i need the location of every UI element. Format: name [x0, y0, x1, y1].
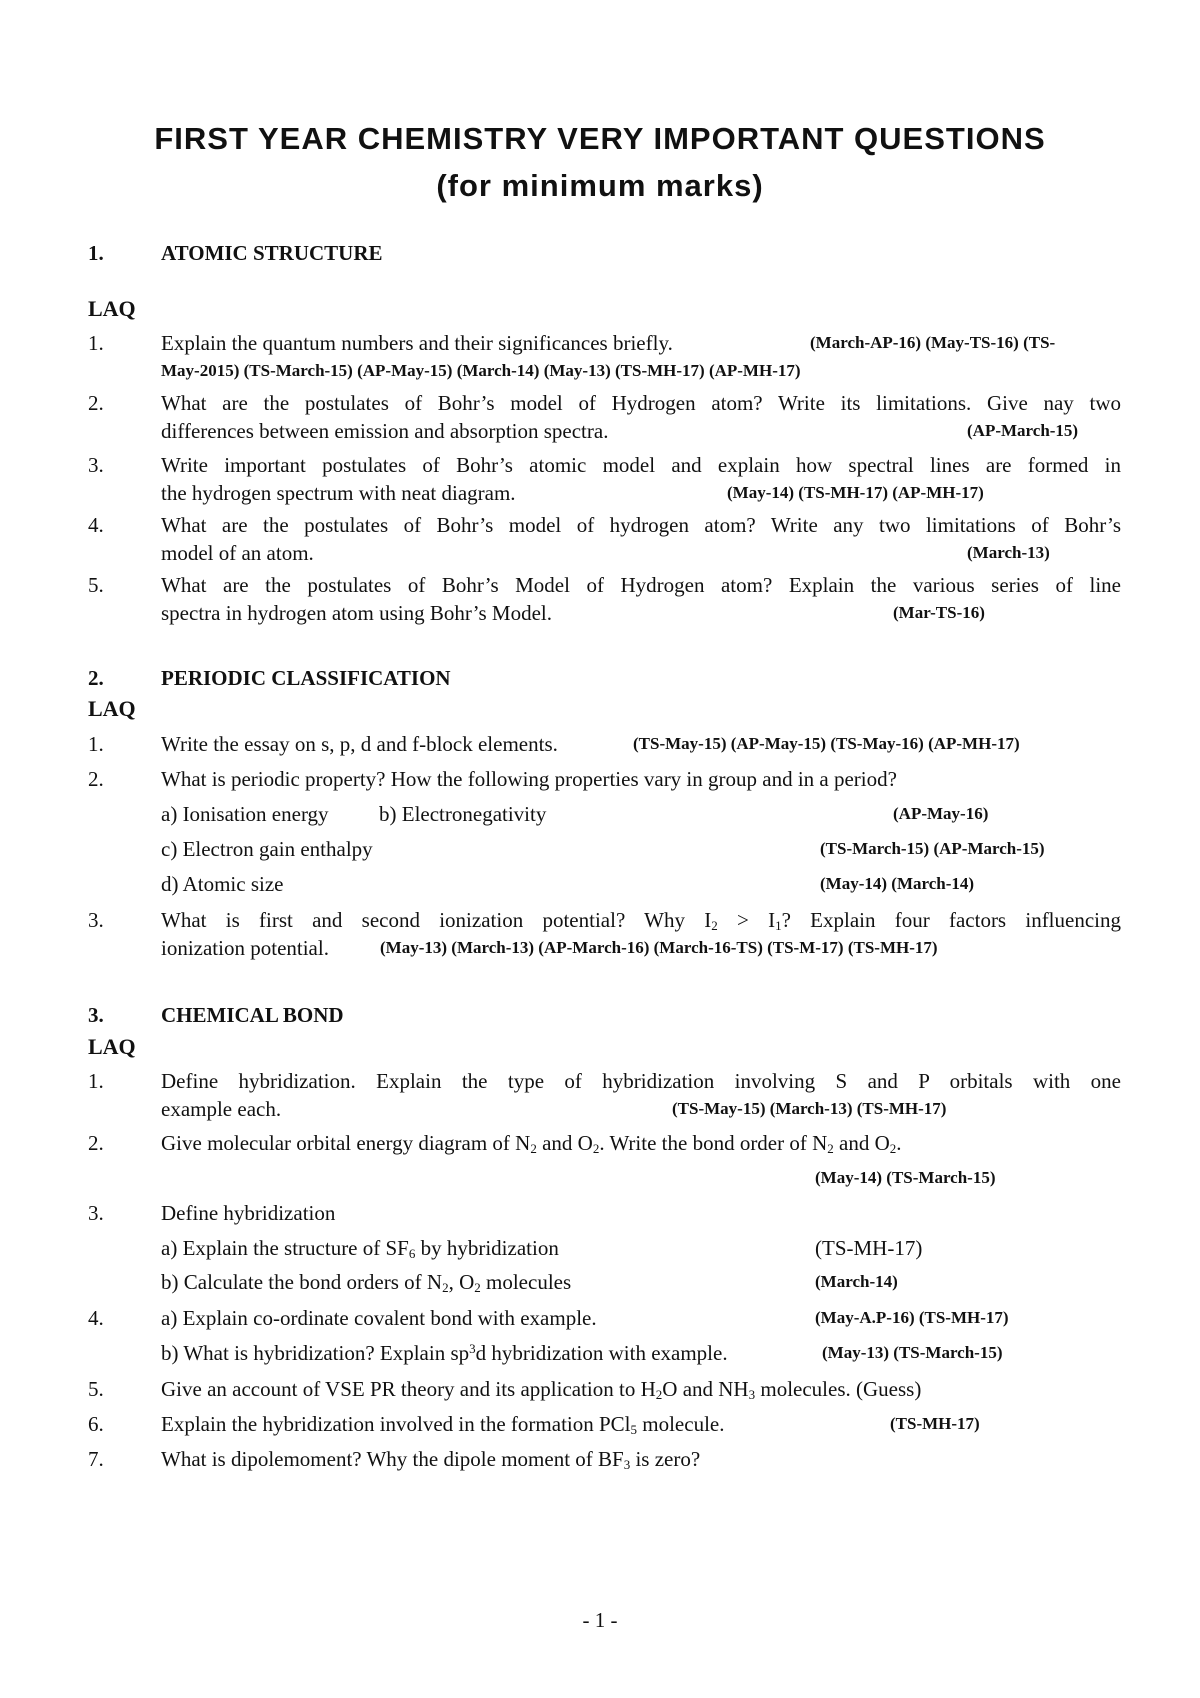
laq-label: LAQ: [88, 296, 136, 321]
page-title: FIRST YEAR CHEMISTRY VERY IMPORTANT QUESTIONS: [154, 121, 1046, 156]
page-number: - 1 -: [582, 1608, 618, 1632]
page-subtitle: (for minimum marks): [436, 168, 764, 203]
document-page: FIRST YEAR CHEMISTRY VERY IMPORTANT QUESTIONS (for minimum marks) 1. ATOMIC STRUCTURE LAQ 1. Explain the quantum numbers and their significances briefly. (March-AP-16) (May-TS-16) (TS- May-2015) (TS-March-15) (AP-May-15) (March-14) (May-13) (TS-MH-17) (AP-MH-17) 2. What are the postulates of Bohr’s model of Hydrogen atom? Write its limitations. Give nay two differences between emission and absorption spectra. (AP-March-15) 3. Write important postulates of Bohr’s atomic model and explain how spectral lines are formed in the hydrogen spectrum with neat diagram. (May-14) (TS-MH-17) (AP-MH-17) 4. What are the postulates of Bohr’s model of hydrogen atom? Write any two limitations of Bohr’s model of an atom. (March-13) 5. What are the postulates of Bohr’s Model of Hydrogen atom? Explain the various series of line spectra in hydrogen atom using Bohr’s Model. (Mar-TS-16) 2. PERIODIC CLASSIFICATION LAQ 1. Write the essay on s, p, d and f-block elements. (TS-May-15) (AP-May-15) (TS-May-16) (AP-MH-17) 2. What is periodic property? How the following properties vary in group and in a period? a) Ionisation energy b) Electronegativity (AP-May-16) c) Electron gain enthalpy (TS-March-15) (AP-March-15) d) Atomic size (May-14) (March-14) 3. What is first and second ionization potential? Why $I_2 > I_1$? Explain four factors influencing ionization potential. (May-13) (March-13) (AP-March-16) (March-16-TS) (TS-M-17) (TS-MH-17) 3. CHEMICAL BOND LAQ 1. Define hybridization. Explain the type of hybridization involving S and P orbitals with one example each. (TS-May-15) (March-13) (TS-MH-17) 2. Give molecular orbital energy diagram of $N_2$ and $O_2$. Write the bond order of $N_2$ and $O_2$. (May-14) (TS-March-15) 3. Define hybridization a) Explain the structure of $SF_6$ by hybridization (TS-MH-17) b) Calculate the bond orders of $N_2$, $O_2$ molecules (March-14) 4. a) Explain co-ordinate covalent bond with example. (May-A.P-16) (TS-MH-17) b) What is hybridization? Explain $sp^3d$ hybridization with example. (May-13) (TS-March-15) 5. Give an account of VSE PR theory and its application to $H_2O$ and $NH_3$ molecules. (Guess) 6. Explain the hybridization involved in the formation PCl$_5$ molecule. (TS-MH-17) 7. What is dipolemoment? Why the dipole moment of $BF_3$ is zero? - 1 -: [0, 0, 1200, 1698]
laq-label: LAQ: [88, 1034, 136, 1059]
laq-label: LAQ: [88, 696, 136, 721]
